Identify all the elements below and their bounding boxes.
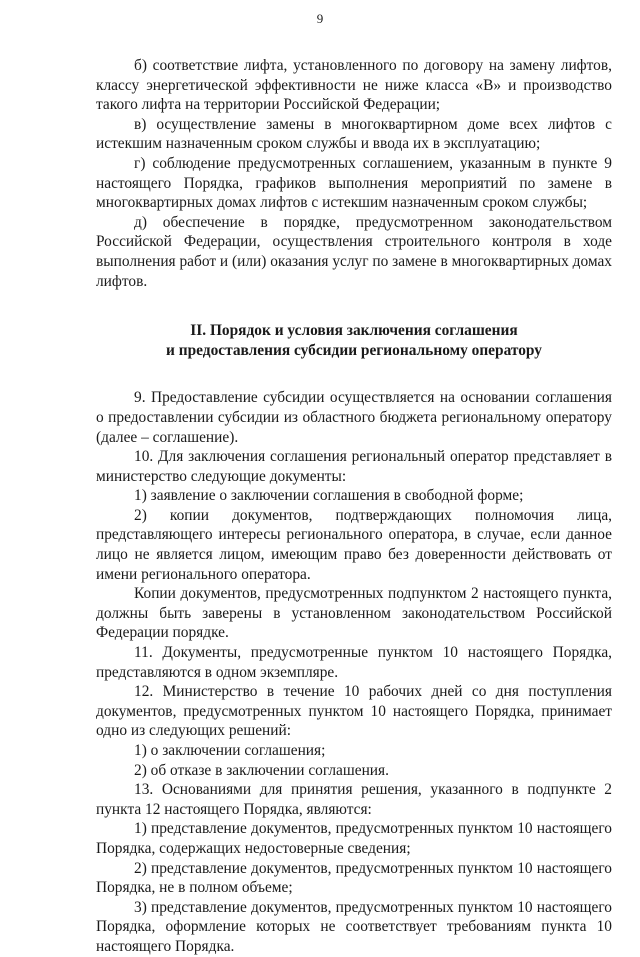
paragraph-13-item-2: 2) представление документов, предусмотренных пунктом 10 настоящего Порядка, не в полном объеме; <box>96 859 612 897</box>
paragraph-10-note: Копии документов, предусмотренных подпунктом 2 настоящего пункта, должны быть заверены в установленном законодательством Российской Федерации порядке. <box>96 585 612 642</box>
paragraph-12-item-2: 2) об отказе в заключении соглашения. <box>134 761 389 779</box>
section-heading <box>96 321 612 360</box>
paragraph-13-item-1: 1) представление документов, предусмотренных пунктом 10 настоящего Порядка, содержащих недостоверные сведения; <box>96 820 612 857</box>
paragraph-13: 13. Основаниями для принятия решения, указанного в подпункте 2 пункта 12 настоящего Порядка, являются: <box>96 781 612 818</box>
paragraph-10-item-1: 1) заявление о заключении соглашения в свободной форме; <box>134 487 524 505</box>
paragraph-9: 9. Предоставление субсидии осуществляется на основании соглашения о предоставлении субсидии из областного бюджета региональному оператору (далее – соглашение). <box>96 389 612 446</box>
subitem-b: б) соответствие лифта, установленного по договору на замену лифтов, классу энергетической эффективности не ниже класса «B» и производство такого лифта на территории Российской Федерации; <box>96 57 612 114</box>
paragraph-12-item-1: 1) о заключении соглашения; <box>134 742 326 759</box>
subitem-d: д) обеспечение в порядке, предусмотренном законодательством Российской Федерации, осуществления строительного контроля в ходе выполнения работ и (или) оказания услуг по замене в многоквартирных домах лифтов. <box>96 213 613 290</box>
paragraph-10-item-2: 2) копии документов, подтверждающих полномочия лица, представляющего интересы регионального оператора, в случае, если данное лицо не является лицом, имеющим право без доверенности действовать от имени регионального оператора. <box>96 506 612 583</box>
page-number: 9 <box>316 11 324 26</box>
paragraph-13-item-3: 3) представление документов, предусмотренных пунктом 10 настоящего Порядка, оформление которых не соответствует требованиям пункта 10 настоящего Порядка. <box>96 898 612 955</box>
page-content <box>96 56 612 957</box>
paragraph-10: 10. Для заключения соглашения региональный оператор представляет в министерство следующие документы: <box>96 448 612 485</box>
paragraph-12: 12. Министерство в течение 10 рабочих дней со дня поступления документов, предусмотренных пунктом 10 настоящего Порядка, принимает одно из следующих решений: <box>96 683 612 740</box>
paragraph-11: 11. Документы, предусмотренные пунктом 10 настоящего Порядка, представляются в одном экземпляре. <box>96 644 612 681</box>
section-heading-line-2: и предоставления субсидии региональному оператору <box>166 341 542 359</box>
subitem-v: в) осуществление замены в многоквартирном доме всех лифтов с истекшим назначенным сроком службы и ввода их в эксплуатацию; <box>96 115 612 153</box>
section-heading-line-1: II. Порядок и условия заключения соглашения <box>190 322 518 340</box>
subitem-g: г) соблюдение предусмотренных соглашением, указанным в пункте 9 настоящего Порядка, графиков выполнения мероприятий по замене в многоквартирных домах лифтов с истекшим назначенным сроком службы; <box>96 154 612 212</box>
